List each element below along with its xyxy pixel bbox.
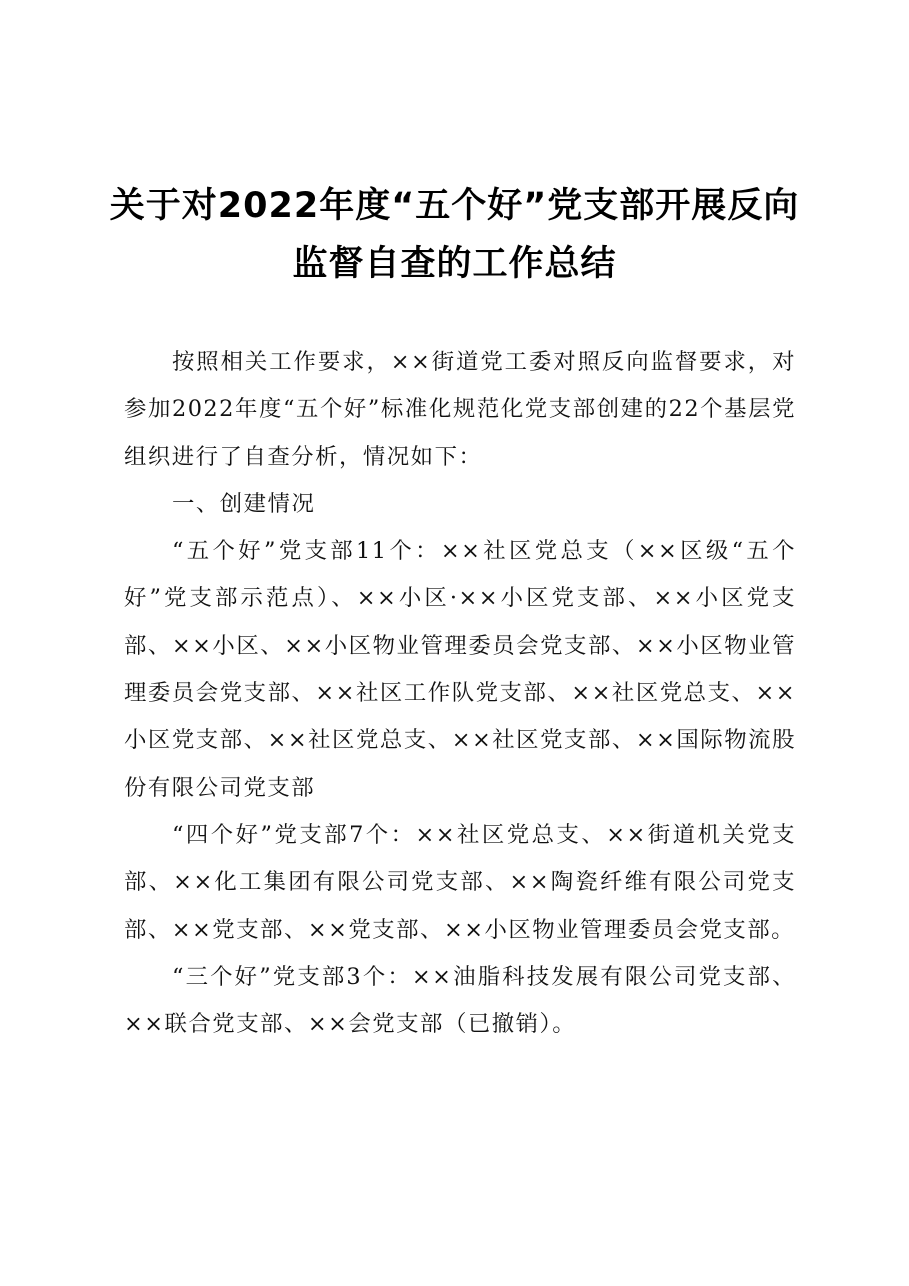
document-title-line-1: 关于对2022年度“五个好”党支部开展反向 bbox=[109, 186, 800, 226]
five-good-paragraph: “五个好”党支部11个：××社区党总支（××区级“五个好”党支部示范点）、××小区·××小区党支部、××小区党支部、××小区、××小区物业管理委员会党支部、××小区物业管理委员会党支部、××社区工作队党支部、××社区党总支、××小区党支部、××社区党总支、××社区党支部、××国际物流股份有限公司党支部 bbox=[124, 538, 796, 801]
document-body bbox=[124, 339, 796, 1048]
document-title-line-2: 监督自查的工作总结 bbox=[292, 244, 617, 284]
four-good-paragraph: “四个好”党支部7个：××社区党总支、××街道机关党支部、××化工集团有限公司党支部、××陶瓷纤维有限公司党支部、××党支部、××党支部、××小区物业管理委员会党支部。 bbox=[124, 821, 796, 943]
intro-paragraph: 按照相关工作要求，××街道党工委对照反向监督要求，对参加2022年度“五个好”标准化规范化党支部创建的22个基层党组织进行了自查分析，情况如下： bbox=[124, 349, 796, 470]
three-good-paragraph: “三个好”党支部3个：××油脂科技发展有限公司党支部、××联合党支部、××会党支部（已撤销）。 bbox=[124, 963, 796, 1038]
section-heading: 一、创建情况 bbox=[172, 490, 316, 517]
